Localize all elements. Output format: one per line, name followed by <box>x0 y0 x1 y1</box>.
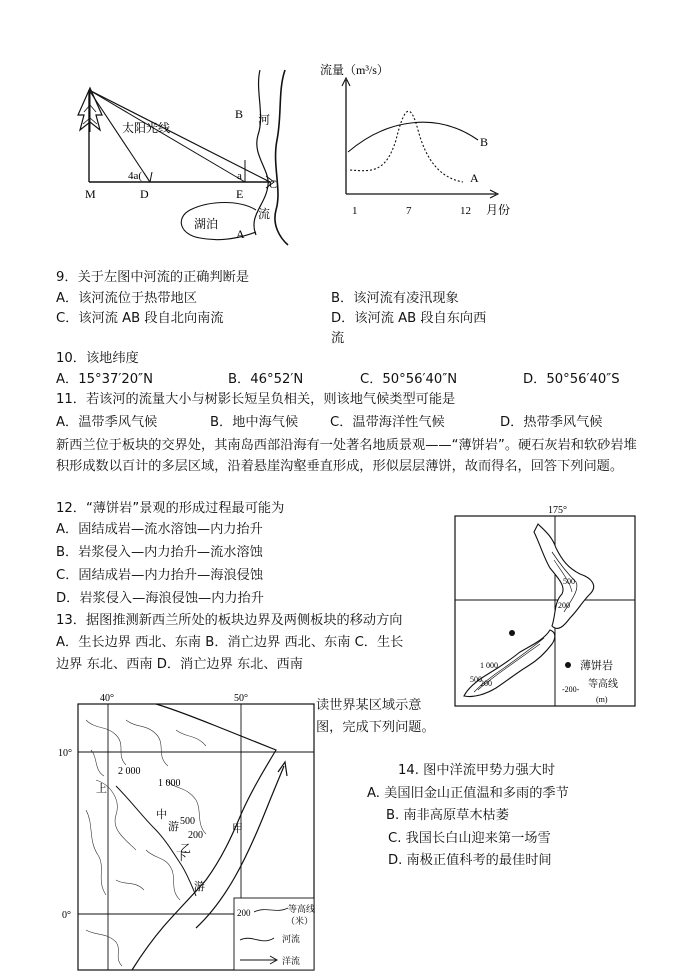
q11-option-b: B．地中海气候 <box>210 415 299 430</box>
q14-option-d: D. 南极正值科考的最佳时间 <box>388 853 552 868</box>
xtick-12: 12 <box>460 205 471 217</box>
river-sun-diagram <box>70 60 300 255</box>
q13-options-line1: A．生长边界 西北、东南 B．消亡边界 西北、东南 C．生长 <box>56 635 404 650</box>
q11-option-a: A．温带季风气候 <box>56 415 158 430</box>
q9-stem: 9．关于左图中河流的正确判断是 <box>56 270 250 285</box>
curve-B-label: B <box>480 135 489 149</box>
q14-option-c: C. 我国长白山迎来第一场雪 <box>388 831 551 846</box>
q12-option-a: A．固结成岩—流水溶蚀—内力抬升 <box>56 522 263 537</box>
q9-option-d-cont: 流 <box>331 331 345 346</box>
nz-legend-200: -200- <box>562 685 580 694</box>
q12-option-b: B．岩浆侵入—内力抬升—流水溶蚀 <box>56 545 263 560</box>
map-mid1: 中 <box>156 809 167 821</box>
label-sunlight: 太阳光线 <box>122 121 171 135</box>
label-E: E <box>236 187 244 201</box>
q9-option-a: A．该河流位于热带地区 <box>56 291 197 306</box>
map-c1000: 1 000 <box>158 778 181 789</box>
map-lat-10: 10° <box>58 748 72 759</box>
nz-c1000: 1 000 <box>480 661 498 670</box>
curve-B <box>348 122 478 152</box>
curve-A <box>350 111 463 182</box>
q11-option-c: C．温带海洋性气候 <box>330 415 445 430</box>
q14-option-a: A. 美国旧金山正值温和多雨的季节 <box>367 786 569 801</box>
map-jia: 甲 <box>232 823 243 835</box>
new-zealand-map <box>452 502 638 708</box>
q10-option-a: A．15°37′20″N <box>56 372 153 387</box>
xtick-1: 1 <box>352 205 358 217</box>
leg-unit: （米） <box>286 916 314 926</box>
nz-legend-unit: (m) <box>596 695 608 704</box>
label-river-1: 河 <box>258 113 271 127</box>
label-C: C <box>269 177 278 191</box>
map-low1: 下 <box>176 851 187 863</box>
map-yi: 乙 <box>180 843 191 855</box>
xtick-7: 7 <box>406 205 412 217</box>
q14-stem: 14. 图中洋流甲势力强大时 <box>398 763 556 778</box>
leg-200: 200 <box>237 908 251 918</box>
map-c2000: 2 000 <box>118 766 141 777</box>
nz-c200: 200 <box>558 601 570 610</box>
label-M: M <box>85 187 96 201</box>
label-lake: 湖泊 <box>194 217 219 231</box>
label-B: B <box>235 107 244 121</box>
xunit: 月份 <box>486 203 511 217</box>
q11-option-d: D．热带季风气候 <box>500 415 603 430</box>
readmap-line2: 图，完成下列问题。 <box>316 720 435 735</box>
nz-legend-rock: 薄饼岩 <box>580 660 613 672</box>
map-c500: 500 <box>180 816 195 827</box>
q14-option-b: B. 南非高原草木枯萎 <box>386 808 509 823</box>
label-river-2: 流 <box>258 207 271 221</box>
label-a: a <box>237 170 242 182</box>
q10-stem: 10．该地纬度 <box>56 351 139 366</box>
ylabel: 流量（m³/s） <box>320 63 389 77</box>
q12-option-d: D．岩浆侵入—海浪侵蚀—内力抬升 <box>56 591 264 606</box>
q13-options-line2: 边界 东北、西南 D．消亡边界 东北、西南 <box>56 657 303 672</box>
map-lat-0: 0° <box>62 910 71 921</box>
q9-option-b: B．该河流有凌汛现象 <box>331 291 459 306</box>
map-mid2: 游 <box>168 821 179 833</box>
map-up: 上 <box>96 783 107 795</box>
label-D: D <box>140 187 149 201</box>
q13-stem: 13．据图推测新西兰所处的板块边界及两侧板块的移动方向 <box>56 613 403 628</box>
leg-contour: 等高线 <box>288 904 316 914</box>
map-lon-50: 50° <box>234 693 248 704</box>
q12-stem: 12．“薄饼岩”景观的形成过程最可能为 <box>56 501 285 516</box>
nz-c200b: 200 <box>480 679 492 688</box>
map-low2: 游 <box>194 881 205 893</box>
nz-legend-contour: 等高线 <box>588 679 618 690</box>
east-africa-map <box>56 690 316 971</box>
nz-intro-paragraph: 新西兰位于板块的交界处，其南岛西部沿海有一处著名地质景观——“薄饼岩”。硬石灰岩和软砂岩堆积形成数以百计的多层区域，沿着悬崖沟壑垂直形成，形似层层薄饼，故而得名，回答下列问题。 <box>56 438 637 474</box>
q10-option-b: B．46°52′N <box>228 372 304 387</box>
nz-lon-175: 175° <box>548 505 567 516</box>
q10-option-c: C．50°56′40″N <box>360 372 458 387</box>
nz-c500b: 500 <box>470 675 482 684</box>
label-4a: 4a( <box>128 170 143 182</box>
discharge-chart <box>318 60 518 225</box>
map-c200: 200 <box>188 830 203 841</box>
q10-option-d: D．50°56′40″S <box>523 372 620 387</box>
readmap-line1: 读世界某区域示意 <box>316 698 422 713</box>
label-A: A <box>236 227 245 241</box>
leg-current: 洋流 <box>282 956 301 966</box>
nz-c500: 500 <box>563 577 575 586</box>
pancake-rock-marker <box>509 630 515 636</box>
q9-option-c: C．该河流 AB 段自北向南流 <box>56 311 224 326</box>
q11-stem: 11．若该河的流量大小与树影长短呈负相关，则该地气候类型可能是 <box>56 392 456 407</box>
leg-river: 河流 <box>282 934 301 944</box>
map-lon-40: 40° <box>100 693 114 704</box>
q9-option-d: D．该河流 AB 段自东向西 <box>331 311 487 326</box>
curve-A-label: A <box>470 171 479 185</box>
q12-option-c: C．固结成岩—内力抬升—海浪侵蚀 <box>56 568 264 583</box>
